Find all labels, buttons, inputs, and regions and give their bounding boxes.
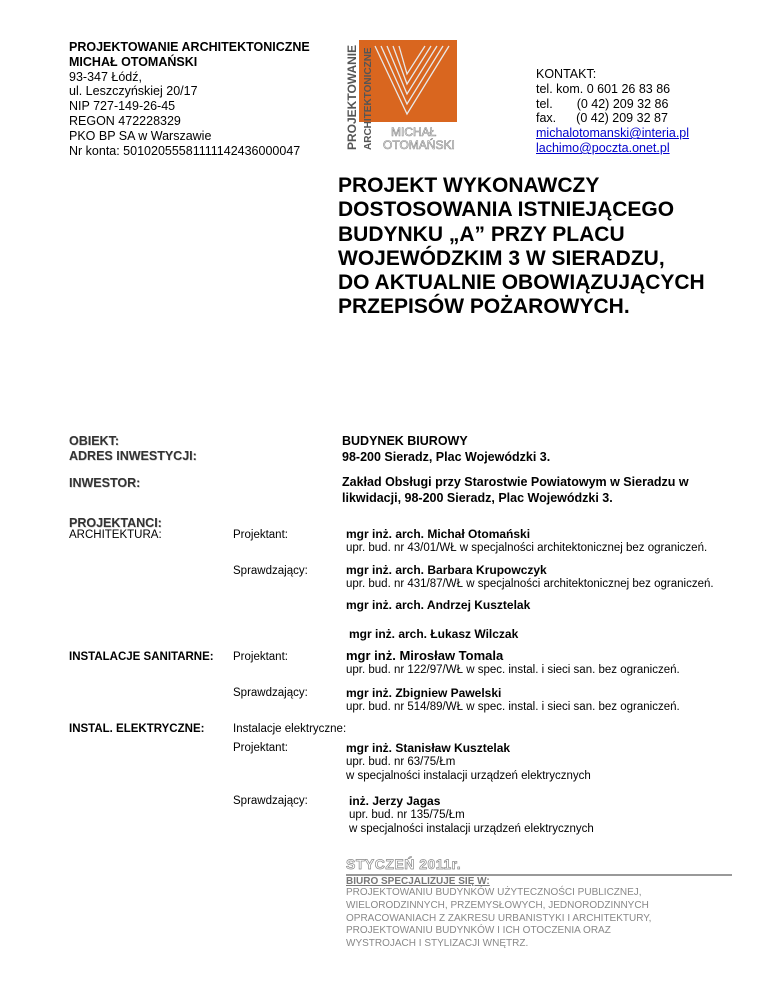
company-street: ul. Leszczyńskiej 20/17 xyxy=(69,84,198,99)
contact-phone xyxy=(536,97,689,112)
designers-label: PROJEKTANCI: xyxy=(69,516,162,530)
electrical-heading: Instalacje elektryczne: xyxy=(233,723,347,735)
specialization-line: WIELORODZINNYCH, PRZEMYSŁOWYCH, JEDNORODZINNYCH xyxy=(346,899,649,911)
el-reviewer-specialty: w specjalności instalacji urządzeń elektrycznych xyxy=(349,823,594,835)
investor-label: INWESTOR: xyxy=(69,476,141,490)
contact-heading: KONTAKT: xyxy=(536,67,597,81)
document-title xyxy=(338,174,705,320)
arch-extra-2: mgr inż. arch. Łukasz Wilczak xyxy=(349,627,519,641)
company-city: 93-347 Łódź, xyxy=(69,69,142,84)
san-reviewer-role: Sprawdzający: xyxy=(233,687,308,699)
architecture-label: ARCHITEKTURA: xyxy=(69,529,162,541)
phone-value: (0 42) 209 32 86 xyxy=(576,96,669,111)
san-designer-role: Projektant: xyxy=(233,651,288,663)
el-reviewer-name: inż. Jerzy Jagas xyxy=(349,794,441,808)
address-value: 98-200 Sieradz, Plac Wojewódzki 3. xyxy=(342,449,551,464)
phone-label: tel. xyxy=(536,96,553,111)
arch-designer xyxy=(346,527,707,555)
contact-mobile: tel. kom. 0 601 26 83 86 xyxy=(536,81,671,96)
title-line: WOJEWÓDZKIM 3 W SIERADZU, xyxy=(338,246,665,270)
company-name: PROJEKTOWANIE ARCHITEKTONICZNE xyxy=(69,40,310,54)
arch-designer-role: Projektant: xyxy=(233,529,288,541)
fax-label: fax. xyxy=(536,111,557,126)
el-reviewer xyxy=(349,794,594,836)
investor-line-1: Zakład Obsługi przy Starostwie Powiatowym w Sieradzu w xyxy=(342,475,689,489)
san-reviewer xyxy=(346,686,680,714)
el-designer-role: Projektant: xyxy=(233,742,288,754)
arch-designer-name: mgr inż. arch. Michał Otomański xyxy=(346,527,531,541)
investor-line-2: likwidacji, 98-200 Sieradz, Plac Wojewódzki 3. xyxy=(342,490,613,505)
company-regon: REGON 472228329 xyxy=(69,113,181,128)
sanitary-label: INSTALACJE SANITARNE: xyxy=(69,651,214,663)
title-line: BUDYNKU „A” PRZY PLACU xyxy=(338,222,625,246)
address-label: ADRES INWESTYCJI: xyxy=(69,449,197,463)
logo-text-name1: MICHAŁ xyxy=(391,125,437,139)
fax-value: (0 42) 209 32 87 xyxy=(576,111,668,126)
email-link-1[interactable]: michalotomanski@interia.pl xyxy=(536,126,690,141)
document-date: STYCZEŃ 2011r. xyxy=(346,856,462,872)
logo-text-vertical-bottom: ARCHITEKTONICZNE xyxy=(363,47,374,150)
el-designer xyxy=(346,741,591,783)
title-line: PRZEPISÓW POŻAROWYCH. xyxy=(338,295,630,319)
specialization-line: WYSTROJACH I STYLIZACJI WNĘTRZ. xyxy=(346,938,529,950)
arch-designer-license: upr. bud. nr 43/01/WŁ w specjalności architektonicznej bez ograniczeń. xyxy=(346,542,708,554)
company-account: Nr konta: 50102055581111142436000047 xyxy=(69,143,301,158)
company-owner: MICHAŁ OTOMAŃSKI xyxy=(69,54,198,69)
electrical-label: INSTAL. ELEKTRYCZNE: xyxy=(69,723,205,735)
san-designer xyxy=(346,648,680,677)
san-designer-license: upr. bud. nr 122/97/WŁ w spec. instal. i sieci san. bez ograniczeń. xyxy=(346,664,680,676)
specialization-line: PROJEKTOWANIU BUDYNKÓW I ICH OTOCZENIA ORAZ xyxy=(346,925,611,937)
arch-reviewer xyxy=(346,563,714,591)
el-designer-specialty: w specjalności instalacji urządzeń elektrycznych xyxy=(346,770,591,782)
logo-text-name2: OTOMAŃSKI xyxy=(383,138,455,152)
el-designer-name: mgr inż. Stanisław Kusztelak xyxy=(346,741,511,755)
specialization-line: OPRACOWANIACH Z ZAKRESU URBANISTYKI I ARCHITEKTURY, xyxy=(346,912,652,924)
company-nip: NIP 727-149-26-45 xyxy=(69,99,176,114)
title-line: DOSTOSOWANIA ISTNIEJĄCEGO xyxy=(338,198,675,222)
contact-info xyxy=(536,67,689,156)
logo-graphic xyxy=(345,40,463,152)
arch-extra-1: mgr inż. arch. Andrzej Kusztelak xyxy=(346,598,531,612)
contact-fax xyxy=(536,111,689,126)
object-value: BUDYNEK BIUROWY xyxy=(342,434,468,448)
company-logo xyxy=(345,40,463,152)
specialization-list xyxy=(346,887,736,951)
specialization-heading: BIURO SPECJALIZUJE SIĘ W: xyxy=(346,876,490,887)
san-reviewer-license: upr. bud. nr 514/89/WŁ w spec. instal. i sieci san. bez ograniczeń. xyxy=(346,701,680,713)
san-designer-name: mgr inż. Mirosław Tomala xyxy=(346,648,504,663)
logo-text-vertical-top: PROJEKTOWANIE xyxy=(345,44,359,150)
title-line: PROJEKT WYKONAWCZY xyxy=(338,174,600,197)
el-designer-license: upr. bud. nr 63/75/Łm xyxy=(346,756,456,768)
specialization-line: PROJEKTOWANIU BUDYNKÓW UŻYTECZNOŚCI PUBLICZNEJ, xyxy=(346,887,642,898)
company-info xyxy=(69,40,310,158)
email-link-2[interactable]: lachimo@poczta.onet.pl xyxy=(536,140,670,155)
san-reviewer-name: mgr inż. Zbigniew Pawelski xyxy=(346,686,502,700)
object-labels xyxy=(69,434,197,464)
title-line: DO AKTUALNIE OBOWIĄZUJĄCYCH xyxy=(338,271,705,295)
el-reviewer-license: upr. bud. nr 135/75/Łm xyxy=(349,809,465,821)
investor-value xyxy=(342,475,689,506)
arch-reviewer-name: mgr inż. arch. Barbara Krupowczyk xyxy=(346,563,547,577)
arch-reviewer-role: Sprawdzający: xyxy=(233,565,308,577)
el-reviewer-role: Sprawdzający: xyxy=(233,795,308,807)
object-values xyxy=(342,434,550,465)
arch-reviewer-license: upr. bud. nr 431/87/WŁ w specjalności architektonicznej bez ograniczeń. xyxy=(346,578,714,590)
company-bank: PKO BP SA w Warszawie xyxy=(69,128,212,143)
object-label: OBIEKT: xyxy=(69,434,119,448)
